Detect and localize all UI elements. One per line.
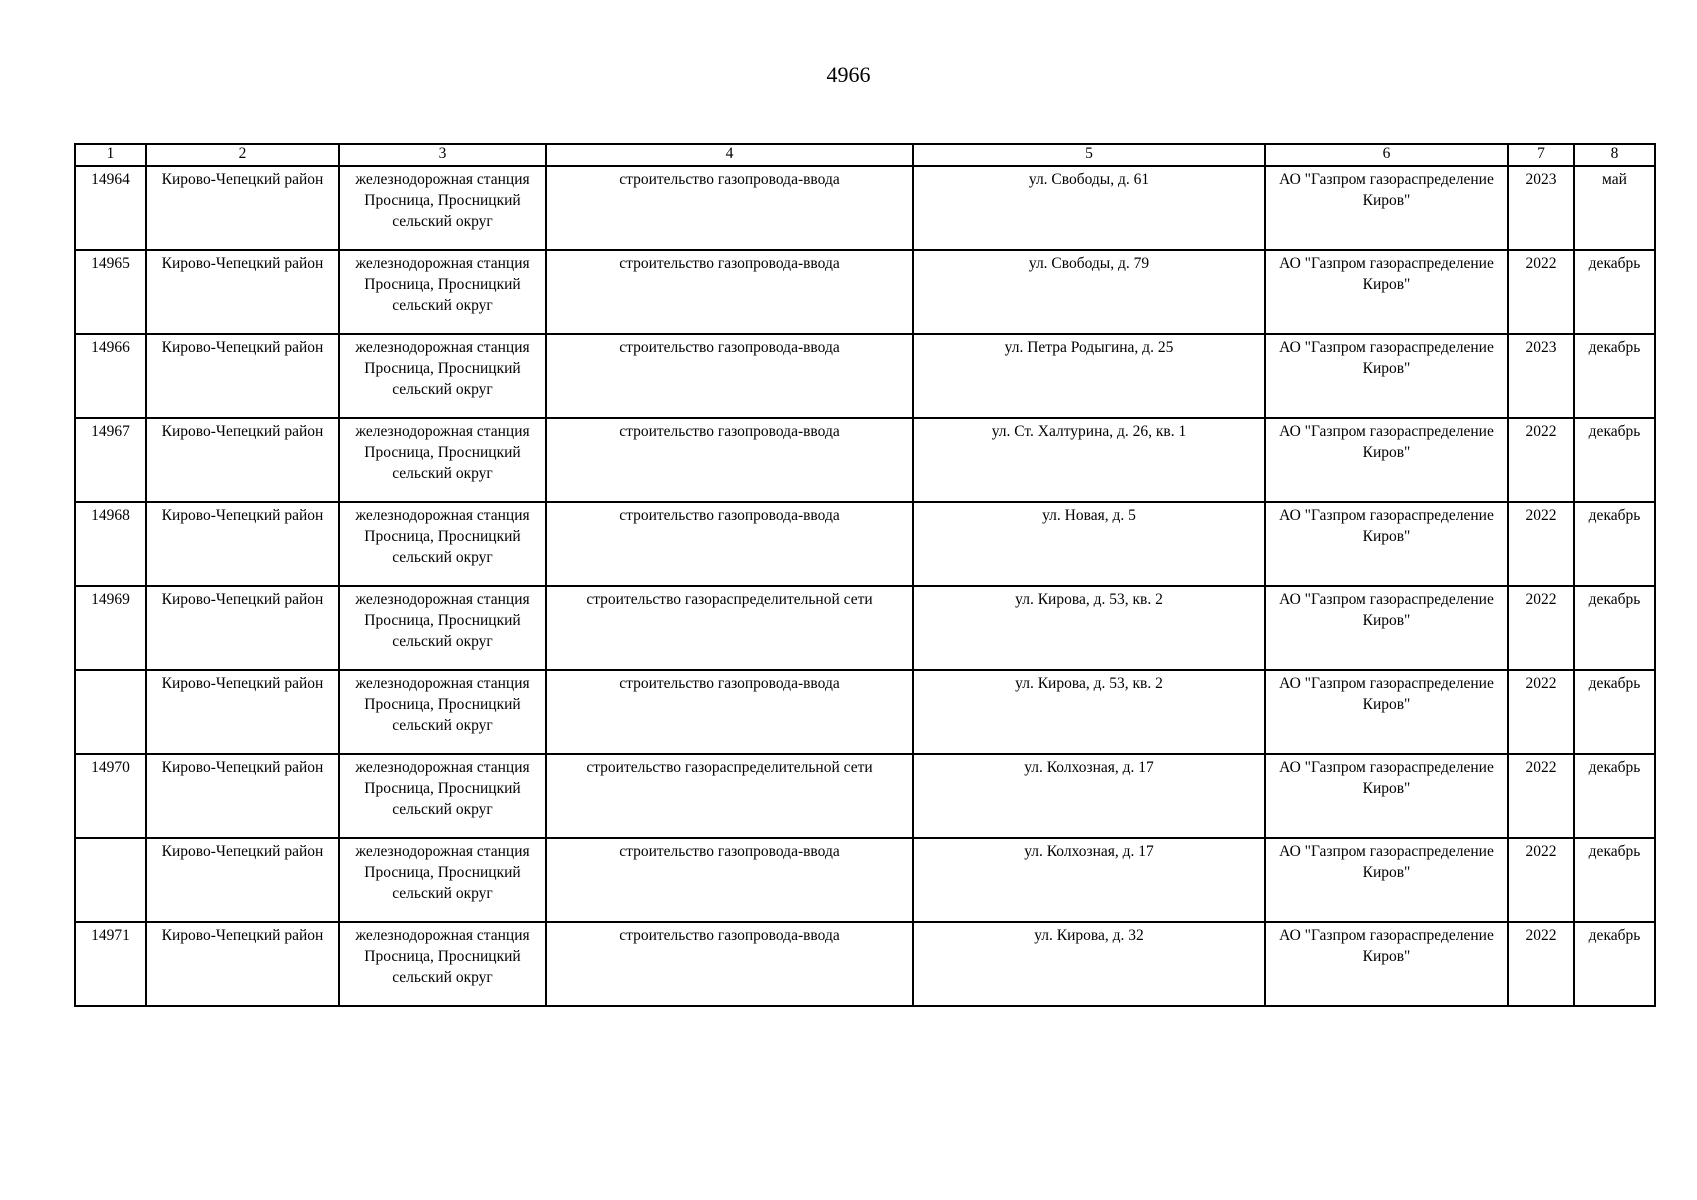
district-cell: Кирово-Чепецкий район [146,250,339,334]
month-cell: декабрь [1574,334,1655,418]
district-cell: Кирово-Чепецкий район [146,586,339,670]
work-cell: строительство газопровода-ввода [546,334,913,418]
address-cell: ул. Кирова, д. 53, кв. 2 [913,670,1265,754]
work-cell: строительство газопровода-ввода [546,838,913,922]
column-header: 6 [1265,144,1508,166]
locality-cell: железнодорожная станция Просница, Просницкий сельский округ [339,670,546,754]
table-row [75,502,1655,586]
column-header: 8 [1574,144,1655,166]
month-cell: май [1574,166,1655,250]
row-number: 14967 [75,418,146,502]
column-header: 5 [913,144,1265,166]
work-cell: строительство газораспределительной сети [546,754,913,838]
work-cell: строительство газопровода-ввода [546,418,913,502]
table-row [75,418,1655,502]
month-cell: декабрь [1574,922,1655,1006]
row-number: 14968 [75,502,146,586]
district-cell: Кирово-Чепецкий район [146,838,339,922]
locality-cell: железнодорожная станция Просница, Просницкий сельский округ [339,922,546,1006]
district-cell: Кирово-Чепецкий район [146,922,339,1006]
work-cell: строительство газопровода-ввода [546,166,913,250]
year-cell: 2022 [1508,250,1574,334]
district-cell: Кирово-Чепецкий район [146,670,339,754]
locality-cell: железнодорожная станция Просница, Просницкий сельский округ [339,334,546,418]
address-cell: ул. Кирова, д. 53, кв. 2 [913,586,1265,670]
table-row [75,586,1655,670]
column-header: 2 [146,144,339,166]
work-cell: строительство газопровода-ввода [546,502,913,586]
year-cell: 2023 [1508,334,1574,418]
organization-cell: АО "Газпром газораспределение Киров" [1265,670,1508,754]
year-cell: 2022 [1508,670,1574,754]
column-header: 4 [546,144,913,166]
locality-cell: железнодорожная станция Просница, Просницкий сельский округ [339,166,546,250]
district-cell: Кирово-Чепецкий район [146,754,339,838]
month-cell: декабрь [1574,670,1655,754]
table-row [75,334,1655,418]
address-cell: ул. Свободы, д. 79 [913,250,1265,334]
row-number: 14966 [75,334,146,418]
column-header: 3 [339,144,546,166]
address-cell: ул. Колхозная, д. 17 [913,754,1265,838]
district-cell: Кирово-Чепецкий район [146,166,339,250]
row-number: 14970 [75,754,146,838]
locality-cell: железнодорожная станция Просница, Просницкий сельский округ [339,502,546,586]
column-header: 7 [1508,144,1574,166]
address-cell: ул. Петра Родыгина, д. 25 [913,334,1265,418]
year-cell: 2022 [1508,922,1574,1006]
organization-cell: АО "Газпром газораспределение Киров" [1265,166,1508,250]
work-cell: строительство газопровода-ввода [546,922,913,1006]
row-number [75,838,146,922]
address-cell: ул. Колхозная, д. 17 [913,838,1265,922]
organization-cell: АО "Газпром газораспределение Киров" [1265,418,1508,502]
organization-cell: АО "Газпром газораспределение Киров" [1265,334,1508,418]
month-cell: декабрь [1574,838,1655,922]
row-number: 14969 [75,586,146,670]
address-cell: ул. Ст. Халтурина, д. 26, кв. 1 [913,418,1265,502]
year-cell: 2022 [1508,418,1574,502]
row-number: 14964 [75,166,146,250]
organization-cell: АО "Газпром газораспределение Киров" [1265,502,1508,586]
address-cell: ул. Свободы, д. 61 [913,166,1265,250]
organization-cell: АО "Газпром газораспределение Киров" [1265,586,1508,670]
month-cell: декабрь [1574,586,1655,670]
gasification-table [74,143,1656,1007]
work-cell: строительство газопровода-ввода [546,670,913,754]
table-row [75,670,1655,754]
year-cell: 2022 [1508,502,1574,586]
district-cell: Кирово-Чепецкий район [146,502,339,586]
work-cell: строительство газопровода-ввода [546,250,913,334]
organization-cell: АО "Газпром газораспределение Киров" [1265,754,1508,838]
organization-cell: АО "Газпром газораспределение Киров" [1265,250,1508,334]
row-number: 14971 [75,922,146,1006]
year-cell: 2022 [1508,754,1574,838]
month-cell: декабрь [1574,250,1655,334]
page-number: 4966 [826,62,871,87]
table-row [75,754,1655,838]
month-cell: декабрь [1574,418,1655,502]
table-row [75,838,1655,922]
locality-cell: железнодорожная станция Просница, Просницкий сельский округ [339,754,546,838]
locality-cell: железнодорожная станция Просница, Просницкий сельский округ [339,838,546,922]
month-cell: декабрь [1574,502,1655,586]
year-cell: 2022 [1508,838,1574,922]
locality-cell: железнодорожная станция Просница, Просницкий сельский округ [339,418,546,502]
column-header: 1 [75,144,146,166]
address-cell: ул. Кирова, д. 32 [913,922,1265,1006]
month-cell: декабрь [1574,754,1655,838]
row-number [75,670,146,754]
table-row [75,250,1655,334]
table-row [75,922,1655,1006]
district-cell: Кирово-Чепецкий район [146,418,339,502]
organization-cell: АО "Газпром газораспределение Киров" [1265,838,1508,922]
year-cell: 2023 [1508,166,1574,250]
locality-cell: железнодорожная станция Просница, Просницкий сельский округ [339,250,546,334]
district-cell: Кирово-Чепецкий район [146,334,339,418]
address-cell: ул. Новая, д. 5 [913,502,1265,586]
table-header-row [75,144,1655,166]
row-number: 14965 [75,250,146,334]
locality-cell: железнодорожная станция Просница, Просницкий сельский округ [339,586,546,670]
table-row [75,166,1655,250]
work-cell: строительство газораспределительной сети [546,586,913,670]
year-cell: 2022 [1508,586,1574,670]
organization-cell: АО "Газпром газораспределение Киров" [1265,922,1508,1006]
